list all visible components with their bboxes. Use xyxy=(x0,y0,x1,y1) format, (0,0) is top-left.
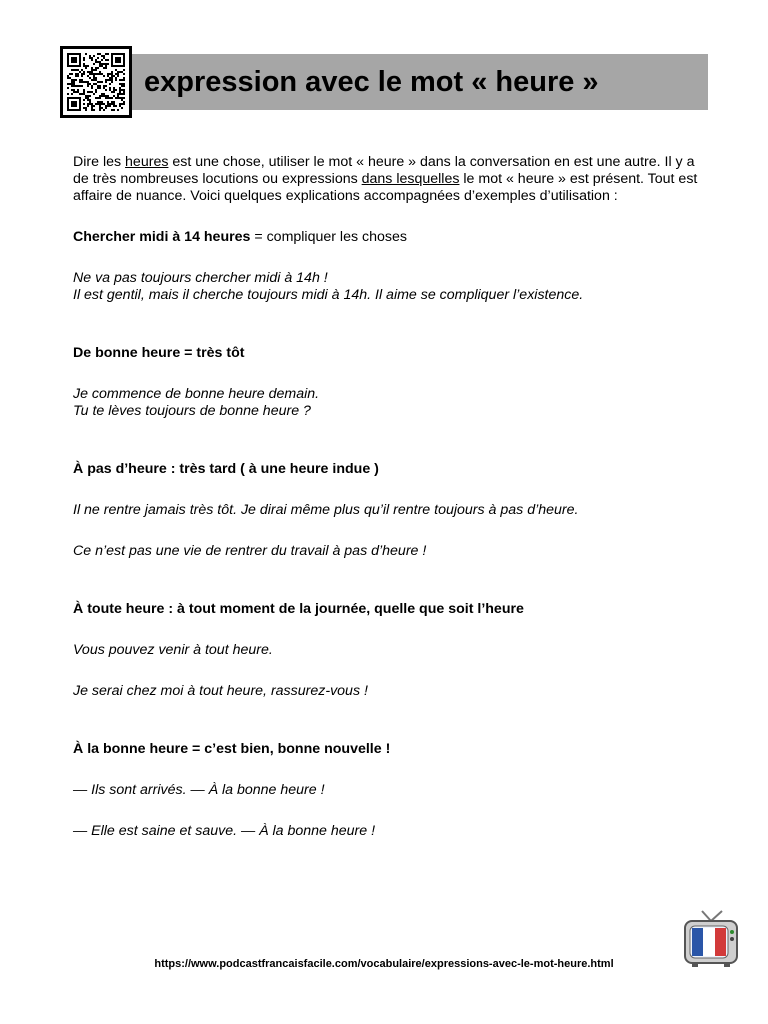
document-body xyxy=(73,154,703,840)
example-sentence: Ce n’est pas une vie de rentrer du travail à pas d’heure ! xyxy=(73,543,427,559)
qr-code-icon[interactable] xyxy=(60,46,132,118)
expression-heading: À pas d’heure : très tard ( à une heure indue ) xyxy=(73,461,379,477)
link-heures[interactable]: heures xyxy=(125,154,169,170)
intro-text-3: le mot « heure » est présent. Tout est affaire de nuance. Voici quelques explications accompagnées d’exemples d’utilisation : xyxy=(73,171,698,204)
example-sentence: Vous pouvez venir à tout heure. xyxy=(73,642,273,658)
example-sentence: Je serai chez moi à tout heure, rassurez-vous ! xyxy=(73,683,368,699)
expression-definition: = compliquer les choses xyxy=(250,229,407,245)
expression-heading: À toute heure : à tout moment de la journée, quelle que soit l’heure xyxy=(73,601,524,617)
page-title: expression avec le mot « heure » xyxy=(144,66,599,98)
page-header xyxy=(60,46,708,118)
expression-term: Chercher midi à 14 heures xyxy=(73,229,251,245)
example-sentence: Tu te lèves toujours de bonne heure ? xyxy=(73,403,311,419)
expression-heading: À la bonne heure = c’est bien, bonne nouvelle ! xyxy=(73,741,391,757)
example-sentence: Ne va pas toujours chercher midi à 14h ! xyxy=(73,270,328,286)
expression-heading: De bonne heure = très tôt xyxy=(73,345,245,361)
intro-paragraph xyxy=(73,154,703,205)
example-sentence: — Elle est saine et sauve. — À la bonne heure ! xyxy=(73,823,376,839)
intro-text-1: Dire les xyxy=(73,154,126,170)
link-dans-lesquelles[interactable]: dans lesquelles xyxy=(361,171,460,187)
title-bar xyxy=(132,54,708,110)
example-sentence: Il ne rentre jamais très tôt. Je dirai même plus qu’il rentre toujours à pas d’heure. xyxy=(73,502,579,518)
example-sentence: — Ils sont arrivés. — À la bonne heure ! xyxy=(73,782,325,798)
qr-code-graphic xyxy=(67,53,125,111)
expression-heading xyxy=(73,229,703,246)
footer-url[interactable]: https://www.podcastfrancaisfacile.com/vocabulaire/expressions-avec-le-mot-heure.html xyxy=(154,958,614,970)
example-sentence: Je commence de bonne heure demain. xyxy=(73,386,320,402)
example-sentence: Il est gentil, mais il cherche toujours midi à 14h. Il aime se compliquer l’existence. xyxy=(73,287,584,303)
intro-text-2: est une chose, utiliser le mot « heure » dans la conversation en est une autre. Il y a de très nombreuses locutions ou expressions xyxy=(73,154,695,187)
